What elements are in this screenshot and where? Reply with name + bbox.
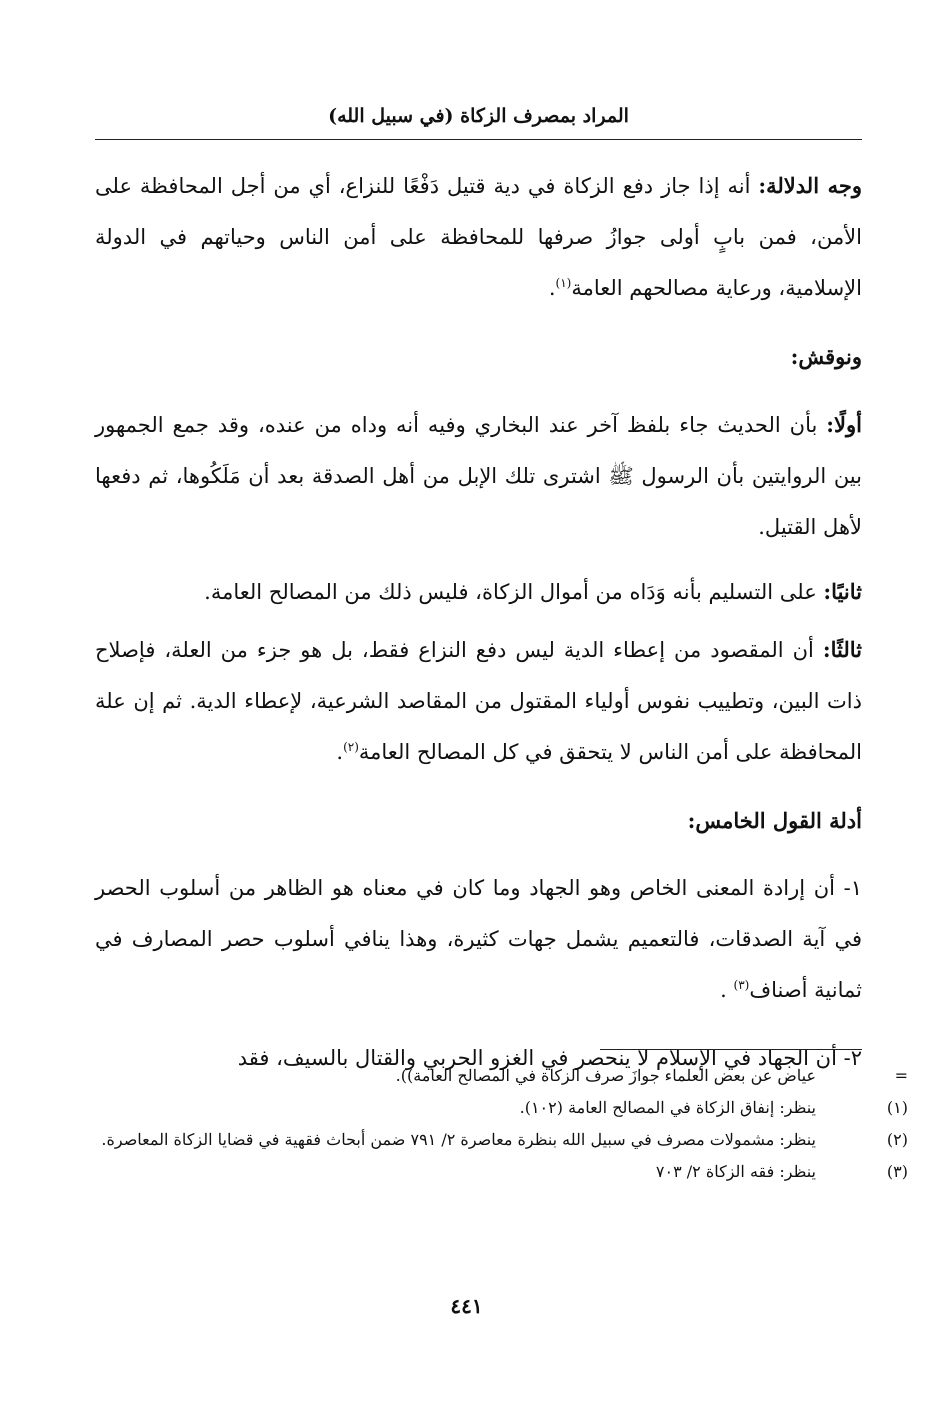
footnote-3-text: ينظر: فقه الزكاة ٢/ ٧٠٣ <box>655 1162 816 1181</box>
paragraph-point-1 <box>95 863 862 1016</box>
footnote-1-number: (١) <box>886 1098 908 1117</box>
period: . <box>720 978 734 1002</box>
paragraph-first <box>95 399 862 553</box>
heading-fifth-opinion: أدلة القول الخامس: <box>687 808 862 833</box>
text-point-2: ٢- أن الجهاد في الإسلام لا ينحصر في الغزو الحربي والقتال بالسيف، فقد <box>237 1046 862 1070</box>
footnote-rule <box>600 1049 862 1050</box>
text-significance: أنه إذا جاز دفع الزكاة في دية قتيل دَفْعًا للنزاع، أي من أجل المحافظة على الأمن، فمن بابٍ أولى جوازُ صرفها للمحافظة على أمن الناس وحياتهم في الدولة الإسلامية، ورعاية مصالحهم العامة <box>95 174 862 300</box>
page-number: ٤٤١ <box>450 1294 483 1318</box>
text-point-1: ١- أن إرادة المعنى الخاص وهو الجهاد وما كان في معناه هو الظاهر من أسلوب الحصر في آية الصدقات، فالتعميم يشمل جهات كثيرة، وهذا ينافي أسلوب حصر المصارف في ثمانية أصناف <box>95 876 862 1002</box>
footnote-ref-3[interactable]: (٣) <box>733 978 750 992</box>
footnote-2-text: ينظر: مشمولات مصرف في سبيل الله بنظرة معاصرة ٢/ ٧٩١ ضمن أبحاث فقهية في قضايا الزكاة المعاصرة. <box>101 1130 816 1149</box>
footnote-ref-1[interactable]: (١) <box>555 276 572 290</box>
text-third: أن المقصود من إعطاء الدية ليس دفع النزاع فقط، بل هو جزء من العلة، فإصلاح ذات البين، وتطييب نفوس أولياء المقتول من المقاصد الشرعية، لإعطاء الدية. ثم إن علة المحافظة على أمن الناس لا يتحقق في كل المصالح العامة <box>95 638 862 764</box>
label-significance: وجه الدلالة: <box>758 173 862 198</box>
paragraph-third <box>95 624 862 778</box>
footnote-3 <box>95 1156 908 1188</box>
text-first: بأن الحديث جاء بلفظ آخر عند البخاري وفيه أنه وداه من عنده، وقد جمع الجمهور بين الروايتين بأن الرسول ﷺ اشترى تلك الإبل من أهل الصدقة بعد أن مَلَكُوها، ثم دفعها لأهل القتيل. <box>95 413 862 539</box>
footnote-continued <box>95 1060 908 1092</box>
footnote-2 <box>95 1124 908 1156</box>
label-third: ثالثًا: <box>822 637 862 662</box>
footnote-2-number: (٢) <box>886 1130 908 1149</box>
footnote-continued-text: عياض عن بعض العلماء جوازَ صرف الزكاة في المصالح العامة)). <box>395 1066 816 1085</box>
heading-discussion: ونوقش: <box>790 344 862 369</box>
footnote-1-text: ينظر: إنفاق الزكاة في المصالح العامة (١٠٢). <box>519 1098 816 1117</box>
header-rule <box>95 139 862 140</box>
main-text <box>95 160 862 1084</box>
text-second: على التسليم بأنه وَدَاه من أموال الزكاة، فليس ذلك من المصالح العامة. <box>204 580 817 604</box>
period: . <box>548 276 556 300</box>
footnote-3-number: (٣) <box>886 1162 908 1181</box>
paragraph-significance <box>95 160 862 314</box>
footnotes <box>95 1060 908 1188</box>
period: . <box>336 740 344 764</box>
continuation-mark: = <box>894 1066 908 1085</box>
running-title: المراد بمصرف الزكاة (في سبيل الله) <box>328 105 629 127</box>
label-first: أولًا: <box>826 412 862 437</box>
footnote-ref-2[interactable]: (٢) <box>343 740 359 754</box>
paragraph-second <box>95 566 862 618</box>
label-second: ثانيًا: <box>823 579 862 604</box>
footnote-1 <box>95 1092 908 1124</box>
